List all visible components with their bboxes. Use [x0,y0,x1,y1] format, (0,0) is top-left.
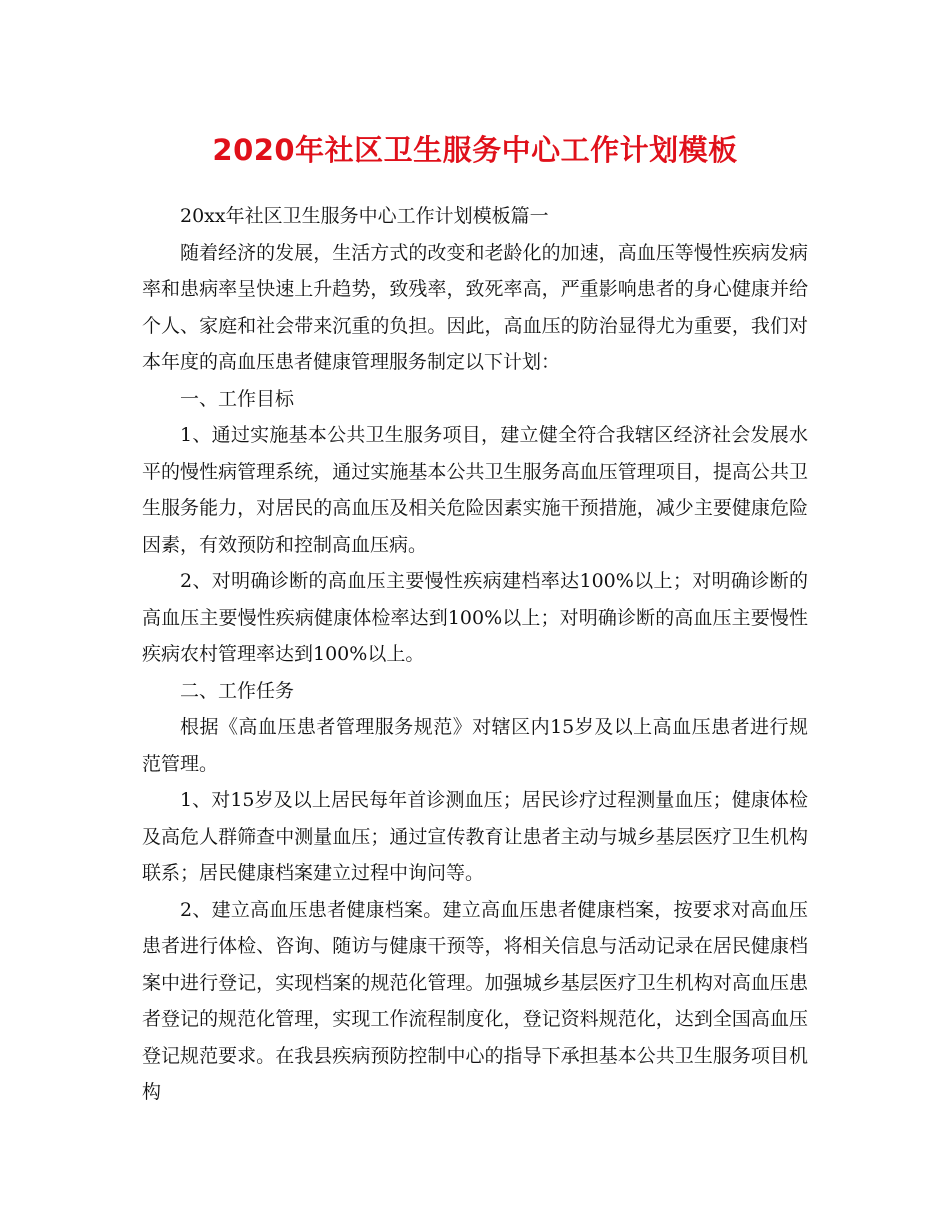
heading-work-tasks: 二、工作任务 [180,679,295,702]
paragraph-task-1: 1、对15岁及以上居民每年首诊测血压；居民诊疗过程测量血压；健康体检及高危人群筛查中测量血压；通过宣传教育让患者主动与城乡基层医疗卫生机构联系；居民健康档案建立过程中询问等。 [142,789,808,884]
document-title: 2020年社区卫生服务中心工作计划模板 [212,133,738,167]
paragraph-goal-2: 2、对明确诊断的高血压主要慢性疾病建档率达100%以上；对明确诊断的高血压主要慢性疾病健康体检率达到100%以上；对明确诊断的高血压主要慢性疾病农村管理率达到100%以上。 [142,570,808,665]
paragraph-task-2: 2、建立高血压患者健康档案。建立高血压患者健康档案，按要求对高血压患者进行体检、咨询、随访与健康干预等，将相关信息与活动记录在居民健康档案中进行登记，实现档案的规范化管理。加强城乡基层医疗卫生机构对高血压患者登记的规范化管理，实现工作流程制度化，登记资料规范化，达到全国高血压登记规范要求。在我县疾病预防控制中心的指导下承担基本公共卫生服务项目机构 [142,898,808,1103]
paragraph-task-intro: 根据《高血压患者管理服务规范》对辖区内15岁及以上高血压患者进行规范管理。 [142,716,808,775]
paragraph-section-heading: 20xx年社区卫生服务中心工作计划模板篇一 [180,205,549,227]
paragraph-goal-1: 1、通过实施基本公共卫生服务项目，建立健全符合我辖区经济社会发展水平的慢性病管理系统，通过实施基本公共卫生服务高血压管理项目，提高公共卫生服务能力，对居民的高血压及相关危险因素实施干预措施，减少主要健康危险因素，有效预防和控制高血压病。 [142,424,808,556]
document-body [142,198,808,1111]
paragraph-intro: 随着经济的发展，生活方式的改变和老龄化的加速，高血压等慢性疾病发病率和患病率呈快速上升趋势，致残率，致死率高，严重影响患者的身心健康并给个人、家庭和社会带来沉重的负担。因此，高血压的防治显得尤为重要，我们对本年度的高血压患者健康管理服务制定以下计划： [142,241,808,373]
heading-work-goals: 一、工作目标 [180,387,295,410]
